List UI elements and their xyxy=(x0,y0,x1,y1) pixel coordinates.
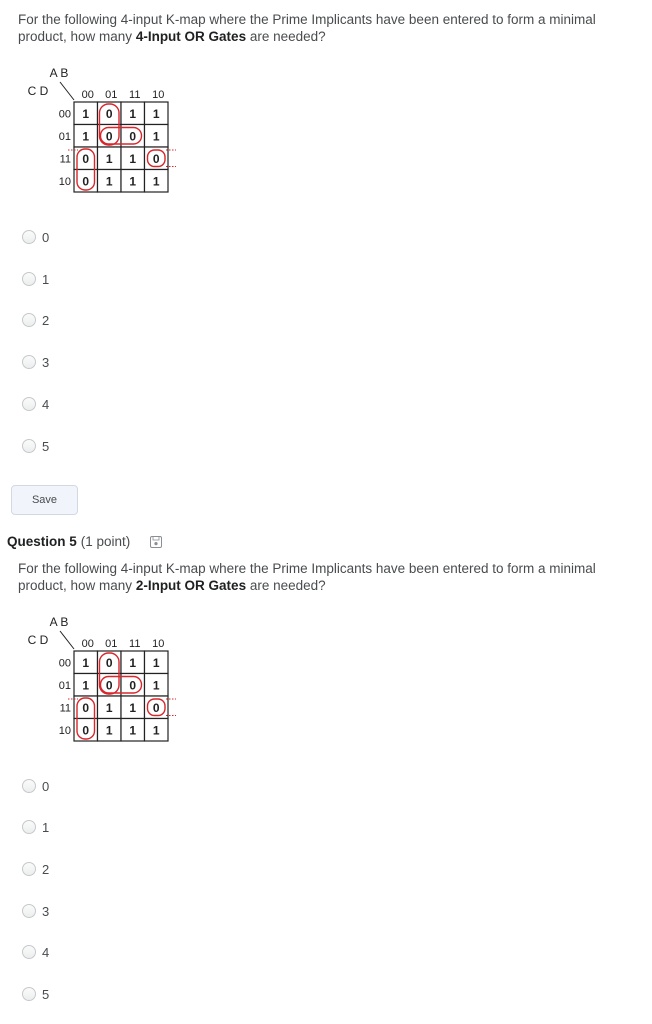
kmap-cell-value: 1 xyxy=(152,655,160,670)
kmap-cell-value: 1 xyxy=(82,655,90,670)
kmap-diagonal xyxy=(60,631,74,649)
kmap-cell-value: 1 xyxy=(82,678,90,693)
radio-button[interactable] xyxy=(22,355,36,369)
kmap-col-header: 11 xyxy=(129,638,141,650)
kmap-cell-value: 0 xyxy=(82,723,90,738)
q4-option-3[interactable]: 3 xyxy=(22,353,49,371)
kmap-cell-value: 0 xyxy=(105,678,113,693)
kmap-row-header: 01 xyxy=(58,679,71,692)
radio-button[interactable] xyxy=(22,945,36,959)
kmap-cell-value: 1 xyxy=(105,700,113,715)
kmap-cell-value: 1 xyxy=(152,106,160,121)
kmap-cell-value: 1 xyxy=(105,174,113,189)
question4-text: For the following 4-input K-map where the Prime Implicants have been entered to form a minimal product, how many 4-Input OR Gates are needed? xyxy=(18,12,596,44)
kmap-cell-value: 1 xyxy=(129,151,137,166)
kmap-diagonal xyxy=(60,82,74,100)
kmap-col-header: 10 xyxy=(152,89,165,101)
q5-option-4[interactable]: 4 xyxy=(22,943,49,961)
kmap-row-vars: C D xyxy=(27,633,49,647)
q4-option-2[interactable]: 2 xyxy=(22,311,49,329)
radio-button[interactable] xyxy=(22,230,36,244)
kmap-col-header: 11 xyxy=(129,89,141,101)
kmap-cell-value: 1 xyxy=(129,700,137,715)
kmap-cell-value: 1 xyxy=(129,655,137,670)
kmap-col-header: 01 xyxy=(105,89,118,101)
kmap-row-header: 00 xyxy=(58,657,71,670)
kmap-col-header: 00 xyxy=(81,638,94,650)
kmap-image-q5 xyxy=(24,611,194,756)
radio-button[interactable] xyxy=(22,397,36,411)
radio-button[interactable] xyxy=(22,904,36,918)
kmap-col-header: 10 xyxy=(152,638,165,650)
q5-option-1[interactable]: 1 xyxy=(22,818,49,836)
kmap-cell-value: 1 xyxy=(129,106,137,121)
kmap-cell-value: 1 xyxy=(129,174,137,189)
kmap-row-header: 10 xyxy=(58,724,71,737)
kmap-cell-value: 0 xyxy=(105,129,113,144)
radio-button[interactable] xyxy=(22,820,36,834)
kmap-image-q4 xyxy=(24,62,194,207)
q5-option-3[interactable]: 3 xyxy=(22,902,49,920)
kmap-col-header: 00 xyxy=(81,89,94,101)
kmap-row-header: 01 xyxy=(58,130,71,143)
floppy-disk-icon[interactable] xyxy=(150,536,162,548)
kmap-row-header: 10 xyxy=(58,175,71,188)
kmap-col-header: 01 xyxy=(105,638,118,650)
kmap-col-vars: A B xyxy=(49,615,69,629)
kmap-cell-value: 1 xyxy=(152,174,160,189)
radio-button[interactable] xyxy=(22,439,36,453)
radio-button[interactable] xyxy=(22,313,36,327)
kmap-cell-value: 1 xyxy=(105,151,113,166)
kmap-col-vars: A B xyxy=(49,66,69,80)
kmap-cell-value: 0 xyxy=(82,151,90,166)
radio-button[interactable] xyxy=(22,779,36,793)
q4-option-1[interactable]: 1 xyxy=(22,270,49,288)
kmap-cell-value: 0 xyxy=(152,700,160,715)
kmap-cell-value: 1 xyxy=(105,723,113,738)
kmap-cell-value: 1 xyxy=(129,723,137,738)
kmap-cell-value: 1 xyxy=(152,129,160,144)
q5-option-2[interactable]: 2 xyxy=(22,860,49,878)
kmap-row-header: 11 xyxy=(59,153,71,166)
kmap-cell-value: 1 xyxy=(152,678,160,693)
radio-button[interactable] xyxy=(22,862,36,876)
kmap-row-header: 00 xyxy=(58,108,71,121)
q5-option-5[interactable]: 5 xyxy=(22,985,49,1003)
radio-button[interactable] xyxy=(22,987,36,1001)
question5-header xyxy=(7,534,162,549)
q5-option-0[interactable]: 0 xyxy=(22,777,49,795)
kmap-cell-value: 1 xyxy=(152,723,160,738)
q4-option-0[interactable]: 0 xyxy=(22,228,49,246)
kmap-row-header: 11 xyxy=(59,702,71,715)
q4-option-5[interactable]: 5 xyxy=(22,437,49,455)
kmap-row-vars: C D xyxy=(27,84,49,98)
radio-button[interactable] xyxy=(22,272,36,286)
kmap-cell-value: 1 xyxy=(82,129,90,144)
kmap-cell-value: 0 xyxy=(152,151,160,166)
save-button[interactable]: Save xyxy=(11,485,78,515)
question-number: Question 5 xyxy=(7,534,77,549)
kmap-cell-value: 0 xyxy=(129,129,137,144)
kmap-cell-value: 1 xyxy=(82,106,90,121)
question-points: (1 point) xyxy=(80,534,131,549)
kmap-cell-value: 0 xyxy=(82,174,90,189)
question5-text: For the following 4-input K-map where the Prime Implicants have been entered to form a minimal product, how many 2-Input OR Gates are needed? xyxy=(18,561,596,593)
kmap-cell-value: 0 xyxy=(129,678,137,693)
kmap-cell-value: 0 xyxy=(82,700,90,715)
kmap-cell-value: 0 xyxy=(105,106,113,121)
q4-option-4[interactable]: 4 xyxy=(22,395,49,413)
kmap-cell-value: 0 xyxy=(105,655,113,670)
